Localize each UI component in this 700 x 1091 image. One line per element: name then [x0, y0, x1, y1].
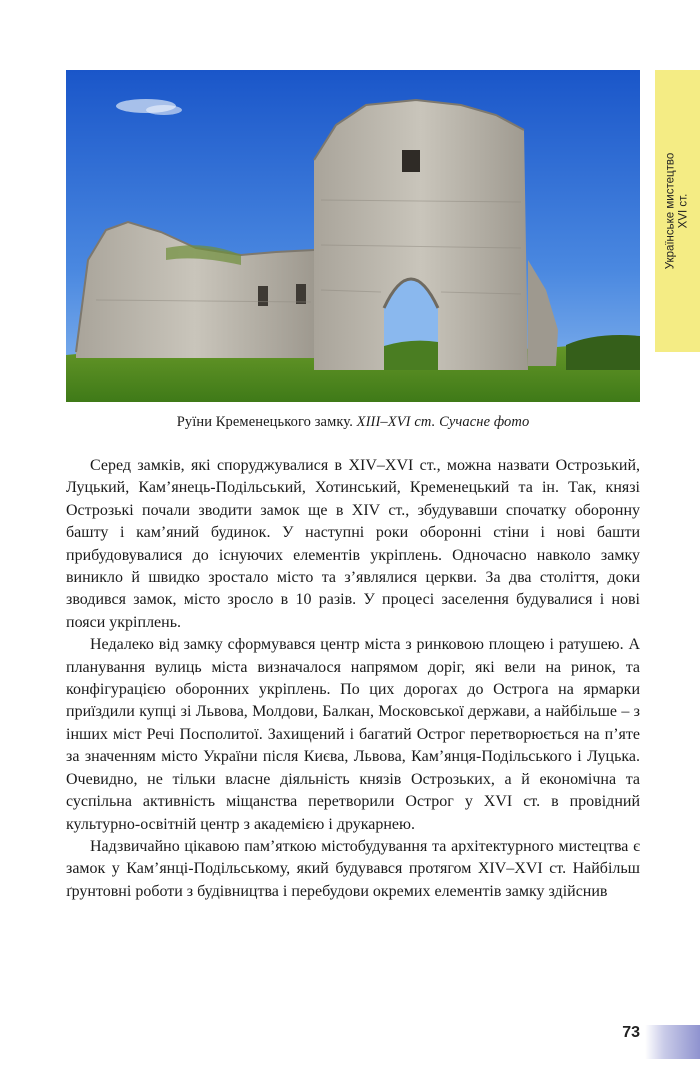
page-number: 73: [622, 1024, 640, 1041]
page-corner-tab: [645, 1025, 700, 1059]
paragraph: Серед замків, які споруджувалися в XIV–XVI ст., можна назвати Острозький, Луцький, Кам’янець-Подільський, Хотинський, Кременецький та ін. Так, князі Острозькі почали зводити замок ще в XIV ст., збудувавши спочатку оборонну башту і кам’яний будинок. У наступні роки оборонні стіни і нові башти прибудовувалися до існуючих елементів укріплень. Одночасно навколо замку виникло й швидко зростало місто та з’являлися церкви. За два століття, доки зводився замок, місто зросло в 10 разів. У процесі заселення будувалися і нові пояси укріплень.: [66, 457, 640, 631]
caption-text: Руїни Кременецького замку.: [176, 414, 357, 430]
caption-date-note: XIII–XVI ст. Сучасне фото: [356, 414, 530, 430]
castle-ruins-photo: [66, 70, 640, 402]
body-text: [66, 455, 640, 903]
section-side-tab: [655, 70, 700, 352]
paragraph: Недалеко від замку сформувався центр міста з ринковою площею і ратушею. А планування вулиць міста визначалося напрямом доріг, які вели на ринок, та конфігурацією оборонних укріплень. По цих дорогах до Острога на ярмарки приїздили купці зі Львова, Молдови, Балкан, Московської держави, а найбільше – з інших міст Речі Посполитої. Захищений і багатий Острог перетворюється на п’яте за значенням місто України після Києва, Львова, Кам’янця-Подільського і Луцька. Очевидно, не тільки власне діяльність князів Острозьких, а й економічна та суспільна активність міщанства перетворили Острог у XVI ст. в провідний культурно-освітній центр з академією і друкарнею.: [66, 636, 640, 833]
section-title-line2: XVI ст.: [677, 193, 690, 229]
photo-caption: [66, 414, 640, 431]
section-side-label: [665, 153, 691, 270]
section-title-line1: Українське мистецтво: [664, 152, 677, 270]
paragraph: Надзвичайно цікавою пам’яткою містобудування та архітектурного мистецтва є замок у Кам’янці-Подільському, який будувався протягом XIV–XVI ст. Найбільш ґрунтовні роботи з будівництва і перебудови окремих елементів замку здійснив: [66, 837, 640, 900]
